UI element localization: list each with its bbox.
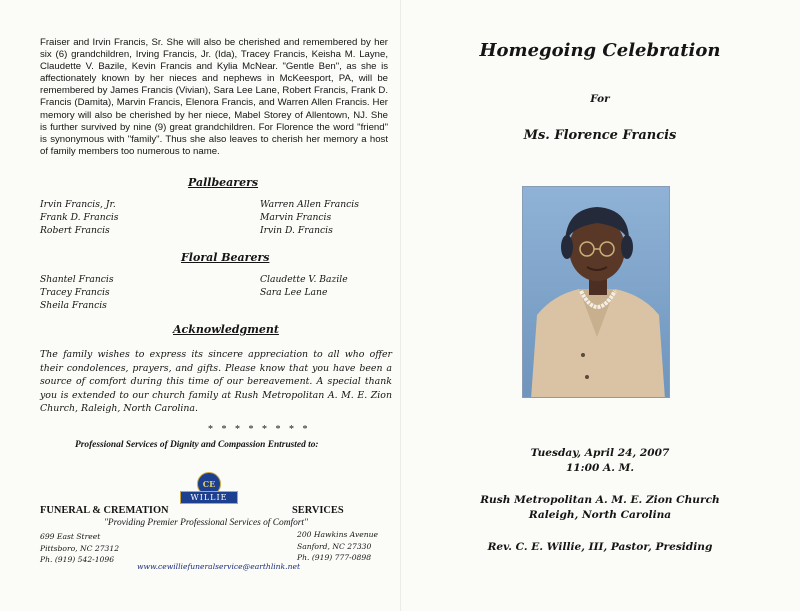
acknowledgment-heading: Acknowledgment [173, 323, 279, 336]
address-line: Pittsboro, NC 27312 [40, 543, 120, 553]
address-line: Ph. (919) 777-0898 [297, 553, 372, 563]
floral-bearers-heading: Floral Bearers [181, 251, 270, 264]
church-city: Raleigh, North Carolina [528, 509, 672, 521]
list-item: Sheila Francis [40, 300, 107, 311]
funeral-home-name-left: FUNERAL & CREMATION [40, 505, 169, 516]
pallbearers-left-list [40, 198, 119, 237]
address-line: 699 East Street [40, 532, 101, 541]
address-line: Ph. (919) 542-1096 [40, 555, 115, 565]
list-item: Sara Lee Lane [260, 287, 328, 298]
church-name: Rush Metropolitan A. M. E. Zion Church [480, 494, 720, 506]
logo-wordmark: WILLIE [180, 491, 238, 504]
address-line: 200 Hawkins Avenue [297, 530, 379, 539]
list-item: Irvin Francis, Jr. [40, 199, 116, 210]
list-item: Marvin Francis [260, 212, 332, 223]
list-item: Robert Francis [40, 225, 110, 236]
logo-emblem: CE [197, 472, 221, 496]
portrait-illustration [523, 187, 670, 398]
list-item: Irvin D. Francis [260, 225, 333, 236]
for-label: For [590, 93, 610, 105]
pallbearers-right-list [260, 198, 359, 237]
list-item: Tracey Francis [40, 287, 110, 298]
honoree-name: Ms. Florence Francis [523, 128, 677, 143]
funeral-home-logo [180, 472, 238, 508]
pallbearers-heading: Pallbearers [188, 176, 259, 189]
list-item: Frank D. Francis [40, 212, 119, 223]
list-item: Claudette V. Bazile [260, 274, 348, 285]
entrusted-line: Professional Services of Dignity and Compassion Entrusted to: [75, 440, 319, 450]
list-item: Shantel Francis [40, 274, 114, 285]
acknowledgment-text: The family wishes to express its sincere appreciation to all who offer their condolences, prayers, and gifts. Please know that you have been a source of comfort during this time of our bereavement. A special thank you is extended to our church family at Rush Metropolitan A. M. E. Zion Church, Raleigh, North Carolina. [40, 349, 392, 415]
center-fold [400, 0, 401, 611]
program-title: Homegoing Celebration [479, 40, 721, 61]
floral-bearers-right-list [260, 273, 348, 299]
obituary-text: Fraiser and Irvin Francis, Sr. She will also be cherished and remembered by her six (6) grandchildren, Irving Francis, Jr. (Ida), Tracey Francis, Keisha M. Layne, Claudette V. Bazile, Kevin Francis and Kylia McNear. "Gentle Ben", as she is affectionately known by her nieces and nephews in McKeesport, PA, will be remembered by James Francis (Vivian), Sara Lee Lane, Robert Francis, Frank D. Francis (Damita), Marvin Francis, Elenora Francis, and Warren Allen Francis. Her memory will also be cherished by her niece, Mabel Storey of Allentown, NJ. She is further survived by nine (9) great grandchildren. For Florence the word "friend" is synonymous with "family". Thus she also leaves to cherish her memory a host of family members too numerous to name. [40, 37, 388, 157]
service-date: Tuesday, April 24, 2007 [530, 447, 670, 459]
address-line: Sanford, NC 27330 [297, 541, 372, 551]
presiding-pastor: Rev. C. E. Willie, III, Pastor, Presiding [487, 541, 713, 553]
portrait-photo [522, 186, 670, 398]
funeral-home-name-right: SERVICES [292, 505, 344, 516]
list-item: Warren Allen Francis [260, 199, 359, 210]
address-sanford [297, 529, 378, 564]
star-divider: * * * * * * * * [208, 424, 311, 435]
funeral-home-email: www.cewilliefuneralservice@earthlink.net [137, 562, 301, 571]
service-time: 11:00 A. M. [565, 462, 635, 474]
floral-bearers-left-list [40, 273, 114, 312]
funeral-home-slogan: "Providing Premier Professional Services of Comfort" [104, 518, 308, 528]
address-pittsboro [40, 531, 119, 566]
